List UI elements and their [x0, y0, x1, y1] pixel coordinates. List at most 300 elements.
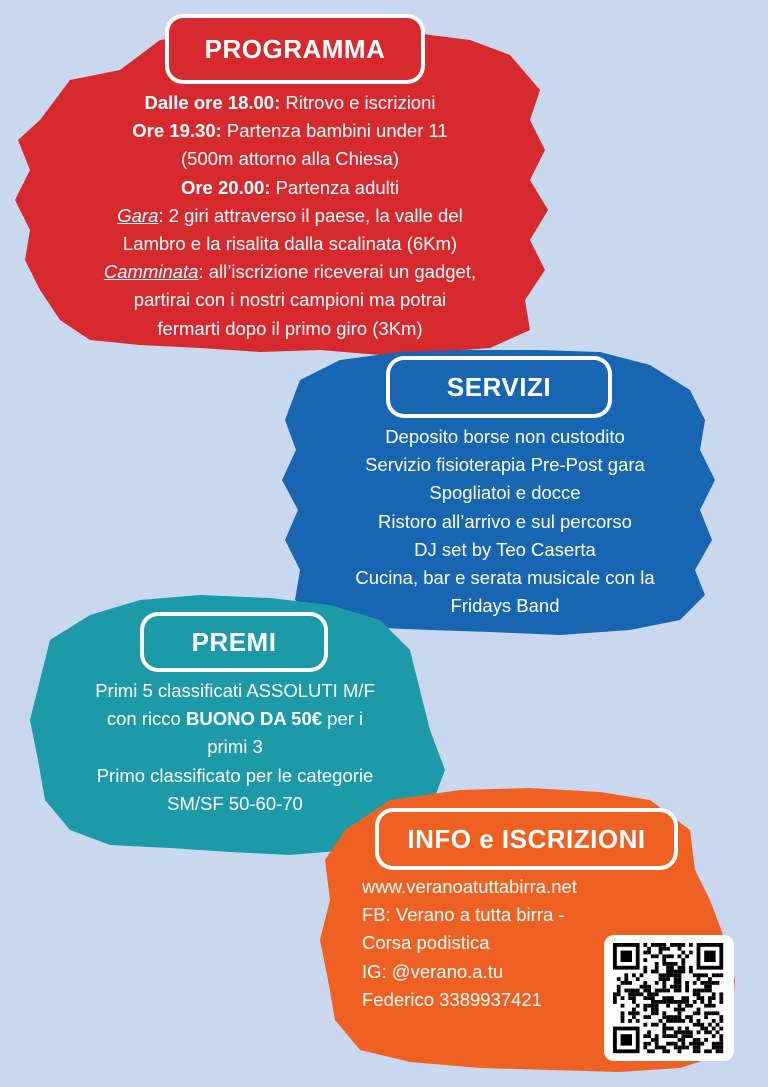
qr-module	[643, 1015, 647, 1019]
qr-module	[697, 1042, 701, 1046]
qr-module	[681, 958, 685, 962]
qr-module	[662, 1000, 666, 1004]
qr-module	[651, 954, 655, 958]
qr-module	[719, 1015, 723, 1019]
qr-module	[704, 1027, 708, 1031]
qr-module	[708, 1004, 712, 1008]
qr-module	[621, 1019, 625, 1023]
qr-finder-pattern	[621, 1034, 632, 1045]
premi-line: Primo classificato per le categorie	[96, 764, 374, 786]
qr-module	[670, 943, 674, 947]
qr-module	[697, 1049, 701, 1053]
qr-module	[670, 966, 674, 970]
qr-module	[624, 989, 628, 993]
qr-module	[647, 1030, 651, 1034]
qr-module	[636, 1004, 640, 1008]
qr-module	[666, 947, 670, 951]
qr-module	[662, 1030, 666, 1034]
qr-module	[632, 989, 636, 993]
qr-module	[624, 977, 628, 981]
qr-module	[662, 1046, 666, 1050]
qr-module	[662, 973, 666, 977]
qr-module	[693, 989, 697, 993]
info-instagram: IG: @verano.a.tu	[362, 960, 504, 982]
servizi-item: Spogliatoi e docce	[429, 482, 581, 504]
qr-module	[712, 1019, 716, 1023]
info-facebook-cont: Corsa podistica	[362, 932, 490, 954]
qr-module	[666, 966, 670, 970]
qr-module	[716, 1023, 720, 1027]
premi-line: con ricco BUONO DA 50€ per i	[106, 708, 364, 730]
qr-module	[662, 1027, 666, 1031]
qr-module	[643, 1034, 647, 1038]
qr-module	[621, 1004, 625, 1008]
qr-module	[617, 989, 621, 993]
qr-module	[628, 1011, 632, 1015]
qr-module	[708, 985, 712, 989]
qr-module	[697, 989, 701, 993]
qr-module	[719, 1042, 723, 1046]
premi-title-badge	[140, 612, 328, 672]
programma-line: (500m attorno alla Chiesa)	[181, 148, 399, 170]
qr-module	[655, 962, 659, 966]
qr-module	[681, 1042, 685, 1046]
qr-module	[685, 1004, 689, 1008]
qr-module	[670, 1015, 674, 1019]
servizi-item: DJ set by Teo Caserta	[414, 538, 596, 560]
programma-line: Dalle ore 18.00: Ritrovo e iscrizioni	[144, 92, 436, 113]
programma-line: Camminata: all’iscrizione riceverai un gadget,	[103, 261, 477, 283]
qr-module	[678, 1004, 682, 1008]
qr-module	[613, 992, 617, 996]
qr-module	[685, 954, 689, 958]
servizi-item: Servizio fisioterapia Pre-Post gara	[365, 454, 645, 476]
qr-module	[617, 977, 621, 981]
qr-module	[662, 958, 666, 962]
qr-module	[708, 1030, 712, 1034]
qr-module	[685, 1034, 689, 1038]
qr-module	[674, 1030, 678, 1034]
qr-module	[632, 992, 636, 996]
qr-module	[693, 992, 697, 996]
qr-module	[651, 1000, 655, 1004]
qr-module	[666, 1015, 670, 1019]
qr-module	[712, 996, 716, 1000]
qr-module	[678, 985, 682, 989]
servizi-item: Fridays Band	[450, 595, 560, 617]
qr-module	[685, 985, 689, 989]
qr-module	[681, 1034, 685, 1038]
qr-module	[636, 992, 640, 996]
qr-module	[647, 985, 651, 989]
qr-module	[693, 1011, 697, 1015]
qr-module	[712, 973, 716, 977]
qr-module	[708, 989, 712, 993]
qr-module	[689, 966, 693, 970]
qr-module	[700, 973, 704, 977]
qr-module	[662, 1049, 666, 1053]
qr-module	[681, 1000, 685, 1004]
qr-module	[678, 973, 682, 977]
qr-module	[719, 1034, 723, 1038]
premi-title: PREMI	[191, 626, 277, 657]
qr-module	[674, 1019, 678, 1023]
qr-module	[662, 985, 666, 989]
info-phone: Federico 3389937421	[362, 988, 543, 1010]
qr-module	[662, 1023, 666, 1027]
qr-module	[704, 1049, 708, 1053]
qr-module	[651, 970, 655, 974]
programma-line: Gara: 2 giri attraverso il paese, la valle del	[117, 204, 463, 226]
qr-module	[655, 1034, 659, 1038]
qr-module	[655, 992, 659, 996]
programma-line: Lambro e la risalita dalla scalinata (6Km)	[122, 233, 458, 255]
qr-module	[681, 966, 685, 970]
qr-module	[666, 977, 670, 981]
programma-title-badge	[165, 14, 425, 84]
qr-module	[700, 1027, 704, 1031]
qr-module	[674, 943, 678, 947]
qr-module	[655, 1046, 659, 1050]
servizi-item: Cucina, bar e serata musicale con la	[355, 567, 655, 589]
qr-module	[659, 989, 663, 993]
qr-module	[655, 966, 659, 970]
servizi-text	[300, 423, 710, 620]
qr-module	[685, 1030, 689, 1034]
qr-module	[655, 989, 659, 993]
qr-module	[685, 1046, 689, 1050]
qr-module	[681, 962, 685, 966]
qr-module	[689, 1004, 693, 1008]
qr-module	[670, 1019, 674, 1023]
qr-module	[662, 981, 666, 985]
qr-module	[678, 977, 682, 981]
qr-module	[670, 1027, 674, 1031]
qr-module	[643, 996, 647, 1000]
qr-module	[655, 970, 659, 974]
programma-text	[30, 89, 550, 343]
qr-module	[662, 989, 666, 993]
qr-module	[693, 1023, 697, 1027]
qr-module	[655, 1023, 659, 1027]
qr-module	[716, 981, 720, 985]
qr-module	[670, 1000, 674, 1004]
programma-line: Ore 19.30: Partenza bambini under 11	[132, 120, 448, 142]
qr-module	[643, 985, 647, 989]
qr-module	[651, 1038, 655, 1042]
qr-module	[719, 973, 723, 977]
qr-module	[640, 973, 644, 977]
qr-module	[678, 1046, 682, 1050]
qr-code[interactable]	[604, 935, 734, 1061]
qr-module	[678, 970, 682, 974]
qr-module	[704, 1030, 708, 1034]
qr-module	[697, 1046, 701, 1050]
qr-module	[670, 973, 674, 977]
qr-module	[678, 943, 682, 947]
qr-finder-pattern	[621, 951, 632, 962]
qr-module	[643, 966, 647, 970]
qr-module	[678, 954, 682, 958]
qr-module	[693, 1042, 697, 1046]
qr-module	[659, 1046, 663, 1050]
qr-module	[697, 996, 701, 1000]
qr-module	[708, 977, 712, 981]
qr-module	[632, 996, 636, 1000]
qr-module	[712, 981, 716, 985]
qr-module	[685, 1000, 689, 1004]
qr-module	[716, 1049, 720, 1053]
qr-module	[704, 1004, 708, 1008]
qr-module	[716, 1030, 720, 1034]
qr-module	[651, 943, 655, 947]
qr-module	[685, 981, 689, 985]
qr-module	[678, 989, 682, 993]
servizi-title: SERVIZI	[446, 371, 552, 402]
qr-module	[674, 977, 678, 981]
qr-module	[674, 970, 678, 974]
qr-module	[632, 1011, 636, 1015]
qr-module	[632, 1000, 636, 1004]
qr-module	[712, 992, 716, 996]
qr-module	[655, 943, 659, 947]
qr-module	[712, 1011, 716, 1015]
qr-module	[719, 1019, 723, 1023]
qr-module	[693, 981, 697, 985]
qr-module	[643, 989, 647, 993]
qr-module	[666, 973, 670, 977]
qr-module	[700, 1000, 704, 1004]
servizi-item: Deposito borse non custodito	[385, 426, 625, 447]
qr-module	[693, 973, 697, 977]
qr-module	[689, 951, 693, 955]
qr-module	[700, 989, 704, 993]
qr-module	[674, 989, 678, 993]
qr-module	[708, 996, 712, 1000]
qr-module	[632, 1015, 636, 1019]
qr-module	[651, 1004, 655, 1008]
qr-module	[704, 973, 708, 977]
qr-module	[719, 1046, 723, 1050]
qr-module	[666, 1042, 670, 1046]
qr-module	[632, 1008, 636, 1012]
qr-module	[719, 1049, 723, 1053]
qr-module	[716, 1046, 720, 1050]
qr-module	[670, 954, 674, 958]
qr-module	[670, 1042, 674, 1046]
qr-module	[636, 1019, 640, 1023]
qr-module	[621, 1015, 625, 1019]
info-facebook: FB: Verano a tutta birra -	[362, 904, 565, 926]
qr-module	[643, 1046, 647, 1050]
qr-module	[674, 985, 678, 989]
qr-module	[678, 1027, 682, 1031]
qr-module	[647, 1049, 651, 1053]
qr-module	[651, 992, 655, 996]
qr-module	[655, 981, 659, 985]
qr-module	[689, 1042, 693, 1046]
qr-module	[674, 973, 678, 977]
qr-module	[697, 1038, 701, 1042]
qr-module	[693, 1038, 697, 1042]
qr-module	[708, 1000, 712, 1004]
qr-module	[712, 1027, 716, 1031]
qr-module	[666, 996, 670, 1000]
qr-module	[678, 1049, 682, 1053]
qr-module	[674, 962, 678, 966]
qr-module	[697, 1023, 701, 1027]
qr-module	[697, 1008, 701, 1012]
qr-module	[659, 977, 663, 981]
qr-module	[678, 1008, 682, 1012]
qr-module	[678, 981, 682, 985]
qr-module	[640, 985, 644, 989]
qr-module	[628, 1019, 632, 1023]
qr-module	[617, 992, 621, 996]
qr-module	[678, 966, 682, 970]
qr-module	[716, 1042, 720, 1046]
qr-module	[643, 1008, 647, 1012]
qr-module	[704, 1011, 708, 1015]
qr-module	[689, 1015, 693, 1019]
qr-module	[613, 1000, 617, 1004]
qr-module	[662, 1015, 666, 1019]
qr-module	[636, 977, 640, 981]
qr-module	[670, 1034, 674, 1038]
qr-module	[685, 989, 689, 993]
qr-module	[697, 973, 701, 977]
qr-module	[647, 1042, 651, 1046]
qr-module	[651, 1023, 655, 1027]
qr-module	[681, 1030, 685, 1034]
qr-module	[655, 1042, 659, 1046]
qr-module	[643, 981, 647, 985]
qr-module	[719, 996, 723, 1000]
qr-module	[670, 996, 674, 1000]
qr-module	[666, 1000, 670, 1004]
qr-module	[617, 985, 621, 989]
qr-module	[697, 992, 701, 996]
programma-line: partirai con i nostri campioni ma potrai	[133, 289, 447, 311]
qr-module	[647, 996, 651, 1000]
qr-module	[662, 977, 666, 981]
qr-module	[628, 992, 632, 996]
qr-module	[681, 1008, 685, 1012]
servizi-item: Ristoro all’arrivo e sul percorso	[378, 510, 632, 532]
qr-module	[643, 943, 647, 947]
qr-module	[655, 1008, 659, 1012]
qr-module	[670, 970, 674, 974]
qr-module	[624, 981, 628, 985]
qr-module	[662, 1034, 666, 1038]
qr-module	[659, 973, 663, 977]
qr-module	[643, 970, 647, 974]
qr-module	[647, 1004, 651, 1008]
qr-module	[628, 989, 632, 993]
qr-module	[700, 1023, 704, 1027]
qr-module	[716, 973, 720, 977]
qr-module	[662, 943, 666, 947]
qr-module	[643, 1023, 647, 1027]
qr-module	[666, 962, 670, 966]
qr-module	[628, 996, 632, 1000]
qr-module	[712, 1046, 716, 1050]
qr-module	[700, 1042, 704, 1046]
qr-module	[678, 1000, 682, 1004]
qr-module	[704, 1015, 708, 1019]
qr-module	[689, 1030, 693, 1034]
qr-code-pattern	[604, 935, 734, 1061]
qr-module	[678, 1015, 682, 1019]
qr-module	[700, 981, 704, 985]
qr-module	[681, 943, 685, 947]
qr-module	[659, 951, 663, 955]
qr-module	[719, 1000, 723, 1004]
qr-module	[689, 1034, 693, 1038]
qr-module	[674, 1046, 678, 1050]
qr-module	[666, 1004, 670, 1008]
qr-module	[697, 1030, 701, 1034]
qr-module	[704, 985, 708, 989]
programma-title: PROGRAMMA	[204, 33, 386, 64]
qr-module	[681, 1046, 685, 1050]
qr-module	[662, 954, 666, 958]
qr-module	[613, 996, 617, 1000]
qr-module	[662, 947, 666, 951]
qr-module	[678, 1038, 682, 1042]
premi-line: SM/SF 50-60-70	[167, 792, 303, 814]
qr-module	[697, 1019, 701, 1023]
qr-module	[708, 1023, 712, 1027]
qr-module	[636, 989, 640, 993]
servizi-title-badge	[386, 356, 612, 418]
qr-module	[674, 1042, 678, 1046]
qr-module	[670, 985, 674, 989]
programma-line: fermarti dopo il primo giro (3Km)	[157, 317, 423, 339]
premi-line: Primi 5 classificati ASSOLUTI M/F	[95, 680, 375, 701]
qr-module	[636, 1011, 640, 1015]
qr-module	[643, 1042, 647, 1046]
qr-module	[643, 1004, 647, 1008]
qr-module	[689, 1019, 693, 1023]
qr-module	[643, 951, 647, 955]
qr-module	[685, 1015, 689, 1019]
qr-module	[712, 1004, 716, 1008]
qr-module	[621, 1011, 625, 1015]
qr-module	[655, 1004, 659, 1008]
qr-module	[647, 1015, 651, 1019]
qr-module	[666, 1049, 670, 1053]
qr-module	[681, 1038, 685, 1042]
info-website-link[interactable]: www.veranoatuttabirra.net	[362, 876, 577, 897]
qr-module	[655, 1038, 659, 1042]
qr-module	[712, 1034, 716, 1038]
qr-module	[632, 973, 636, 977]
qr-module	[643, 958, 647, 962]
qr-module	[655, 1000, 659, 1004]
qr-module	[659, 1019, 663, 1023]
qr-module	[678, 1011, 682, 1015]
qr-module	[681, 1019, 685, 1023]
qr-module	[666, 1034, 670, 1038]
qr-module	[678, 1019, 682, 1023]
qr-module	[624, 973, 628, 977]
qr-module	[719, 992, 723, 996]
qr-module	[647, 1034, 651, 1038]
qr-module	[647, 951, 651, 955]
qr-module	[700, 996, 704, 1000]
qr-module	[685, 996, 689, 1000]
